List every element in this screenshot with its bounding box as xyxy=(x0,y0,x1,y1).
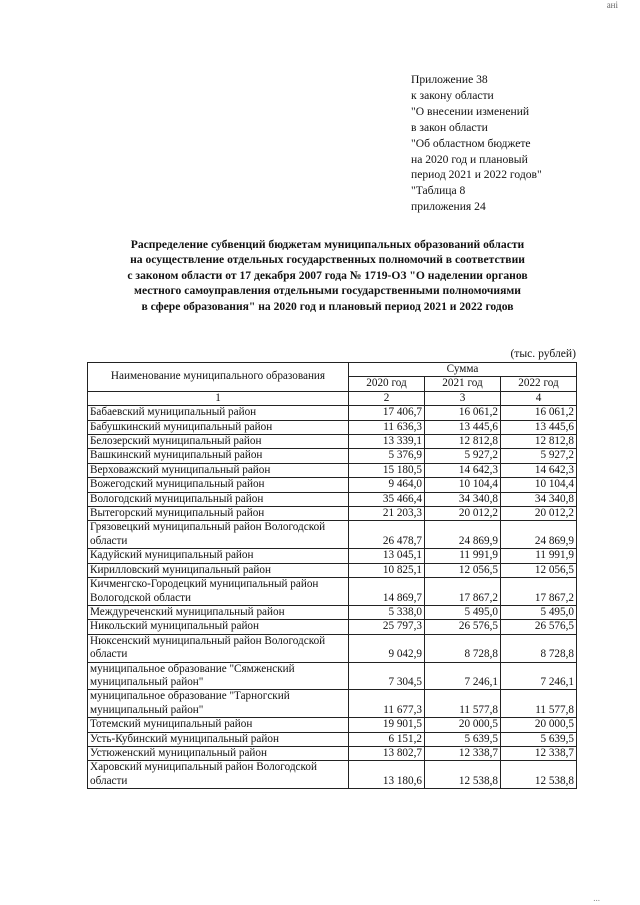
municipality-name: Кадуйский муниципальный район xyxy=(88,549,349,563)
value-2020: 15 180,5 xyxy=(349,463,425,477)
municipality-name: Никольский муниципальный район xyxy=(88,620,349,634)
value-2022: 10 104,4 xyxy=(501,478,577,492)
title-line: местного самоуправления отдельными государственными полномочиями xyxy=(134,284,521,298)
value-2021: 12 056,5 xyxy=(425,563,501,577)
value-2022: 26 576,5 xyxy=(501,620,577,634)
value-2022: 17 867,2 xyxy=(501,578,577,606)
value-2022: 34 340,8 xyxy=(501,492,577,506)
value-2020: 5 376,9 xyxy=(349,449,425,463)
appendix-line: на 2020 год и плановый xyxy=(411,152,528,166)
title-line: Распределение субвенций бюджетам муниципальных образований области xyxy=(130,238,525,251)
municipality-name: Тотемский муниципальный район xyxy=(88,718,349,732)
value-2021: 12 538,8 xyxy=(425,761,501,789)
value-2020: 13 180,6 xyxy=(349,761,425,789)
value-2020: 9 464,0 xyxy=(349,478,425,492)
value-2020: 6 151,2 xyxy=(349,732,425,746)
title-line: в сфере образования" на 2020 год и плановый период 2021 и 2022 годов xyxy=(141,299,514,313)
municipality-name: Бабушкинский муниципальный район xyxy=(88,420,349,434)
municipality-name: Усть-Кубинский муниципальный район xyxy=(88,732,349,746)
header-year-2021: 2021 год xyxy=(425,377,501,391)
value-2020: 10 825,1 xyxy=(349,563,425,577)
col-number: 4 xyxy=(501,391,577,405)
municipality-name: Грязовецкий муниципальный район Вологодской области xyxy=(88,521,349,549)
table-row xyxy=(88,406,577,420)
municipality-name: Вашкинский муниципальный район xyxy=(88,449,349,463)
table-row xyxy=(88,492,577,506)
table-row xyxy=(88,634,577,662)
document-title xyxy=(90,237,565,314)
unit-label: (тыс. рублей) xyxy=(510,347,576,360)
col-number: 3 xyxy=(425,391,501,405)
appendix-line: Приложение 38 xyxy=(411,73,488,86)
value-2022: 12 538,8 xyxy=(501,761,577,789)
title-line: на осуществление отдельных государственных полномочий в соответствии xyxy=(130,253,525,267)
table-body xyxy=(88,406,577,789)
appendix-note xyxy=(411,72,542,215)
value-2022: 13 445,6 xyxy=(501,420,577,434)
value-2022: 16 061,2 xyxy=(501,406,577,420)
appendix-line: к закону области xyxy=(411,88,494,102)
value-2021: 12 812,8 xyxy=(425,435,501,449)
value-2021: 20 012,2 xyxy=(425,507,501,521)
value-2022: 20 012,2 xyxy=(501,507,577,521)
value-2022: 20 000,5 xyxy=(501,718,577,732)
value-2020: 25 797,3 xyxy=(349,620,425,634)
table-row xyxy=(88,746,577,760)
value-2020: 13 802,7 xyxy=(349,746,425,760)
value-2020: 21 203,3 xyxy=(349,507,425,521)
value-2020: 14 869,7 xyxy=(349,578,425,606)
title-line: с законом области от 17 декабря 2007 года № 1719-ОЗ "О наделении органов xyxy=(127,268,528,282)
municipality-name: Устюженский муниципальный район xyxy=(88,746,349,760)
value-2021: 34 340,8 xyxy=(425,492,501,506)
value-2022: 5 927,2 xyxy=(501,449,577,463)
value-2021: 5 639,5 xyxy=(425,732,501,746)
value-2021: 11 991,9 xyxy=(425,549,501,563)
value-2021: 16 061,2 xyxy=(425,406,501,420)
header-year-2020: 2020 год xyxy=(349,377,425,391)
value-2021: 13 445,6 xyxy=(425,420,501,434)
value-2021: 5 927,2 xyxy=(425,449,501,463)
header-year-2022: 2022 год xyxy=(501,377,577,391)
value-2020: 11 677,3 xyxy=(349,690,425,718)
municipality-name: Кирилловский муниципальный район xyxy=(88,563,349,577)
table-row xyxy=(88,761,577,789)
appendix-line: в закон области xyxy=(411,120,488,134)
municipality-name: Междуреченский муниципальный район xyxy=(88,605,349,619)
appendix-line: "Таблица 8 xyxy=(411,184,466,198)
table-row xyxy=(88,605,577,619)
value-2020: 7 304,5 xyxy=(349,662,425,690)
table-row xyxy=(88,578,577,606)
value-2020: 35 466,4 xyxy=(349,492,425,506)
value-2020: 19 901,5 xyxy=(349,718,425,732)
table-row xyxy=(88,620,577,634)
table-row xyxy=(88,507,577,521)
value-2021: 8 728,8 xyxy=(425,634,501,662)
subvention-table xyxy=(87,362,577,789)
table-row xyxy=(88,690,577,718)
municipality-name: Харовский муниципальный район Вологодской области xyxy=(88,761,349,789)
table-row xyxy=(88,521,577,549)
value-2020: 9 042,9 xyxy=(349,634,425,662)
table-row xyxy=(88,478,577,492)
col-number: 2 xyxy=(349,391,425,405)
value-2021: 7 246,1 xyxy=(425,662,501,690)
value-2022: 5 639,5 xyxy=(501,732,577,746)
value-2020: 13 339,1 xyxy=(349,435,425,449)
value-2021: 20 000,5 xyxy=(425,718,501,732)
municipality-name: Белозерский муниципальный район xyxy=(88,435,349,449)
value-2021: 17 867,2 xyxy=(425,578,501,606)
value-2022: 11 991,9 xyxy=(501,549,577,563)
value-2021: 11 577,8 xyxy=(425,690,501,718)
corner-mark: ані xyxy=(606,0,618,10)
municipality-name: Вытегорский муниципальный район xyxy=(88,507,349,521)
municipality-name: муниципальное образование "Сямженский муниципальный район" xyxy=(88,662,349,690)
appendix-line: приложения 24 xyxy=(411,200,486,214)
appendix-line: "О внесении изменений xyxy=(411,104,530,118)
municipality-name: Нюксенский муниципальный район Вологодской области xyxy=(88,634,349,662)
col-number: 1 xyxy=(88,391,349,405)
value-2022: 7 246,1 xyxy=(501,662,577,690)
value-2022: 24 869,9 xyxy=(501,521,577,549)
value-2021: 10 104,4 xyxy=(425,478,501,492)
value-2021: 14 642,3 xyxy=(425,463,501,477)
municipality-name: Верховажский муниципальный район xyxy=(88,463,349,477)
value-2022: 12 338,7 xyxy=(501,746,577,760)
value-2022: 12 812,8 xyxy=(501,435,577,449)
value-2021: 26 576,5 xyxy=(425,620,501,634)
table-row xyxy=(88,449,577,463)
table-row xyxy=(88,563,577,577)
table-row xyxy=(88,662,577,690)
value-2021: 5 495,0 xyxy=(425,605,501,619)
municipality-name: муниципальное образование "Тарногский муниципальный район" xyxy=(88,690,349,718)
value-2022: 12 056,5 xyxy=(501,563,577,577)
value-2021: 12 338,7 xyxy=(425,746,501,760)
table-row xyxy=(88,435,577,449)
value-2020: 5 338,0 xyxy=(349,605,425,619)
value-2020: 13 045,1 xyxy=(349,549,425,563)
value-2020: 26 478,7 xyxy=(349,521,425,549)
appendix-line: период 2021 и 2022 годов" xyxy=(411,168,542,182)
municipality-name: Кичменгско-Городецкий муниципальный район Вологодской области xyxy=(88,578,349,606)
table-row xyxy=(88,732,577,746)
municipality-name: Вожегодский муниципальный район xyxy=(88,478,349,492)
table-row xyxy=(88,718,577,732)
value-2020: 11 636,3 xyxy=(349,420,425,434)
header-name: Наименование муниципального образования xyxy=(88,363,349,392)
value-2021: 24 869,9 xyxy=(425,521,501,549)
value-2022: 14 642,3 xyxy=(501,463,577,477)
municipality-name: Бабаевский муниципальный район xyxy=(88,406,349,420)
municipality-name: Вологодский муниципальный район xyxy=(88,492,349,506)
value-2022: 8 728,8 xyxy=(501,634,577,662)
appendix-line: "Об областном бюджете xyxy=(411,136,531,150)
table-row xyxy=(88,463,577,477)
value-2022: 11 577,8 xyxy=(501,690,577,718)
table-row xyxy=(88,420,577,434)
header-sum: Сумма xyxy=(349,363,577,377)
value-2020: 17 406,7 xyxy=(349,406,425,420)
value-2022: 5 495,0 xyxy=(501,605,577,619)
table-row xyxy=(88,549,577,563)
bottom-mark: ... xyxy=(593,893,600,903)
